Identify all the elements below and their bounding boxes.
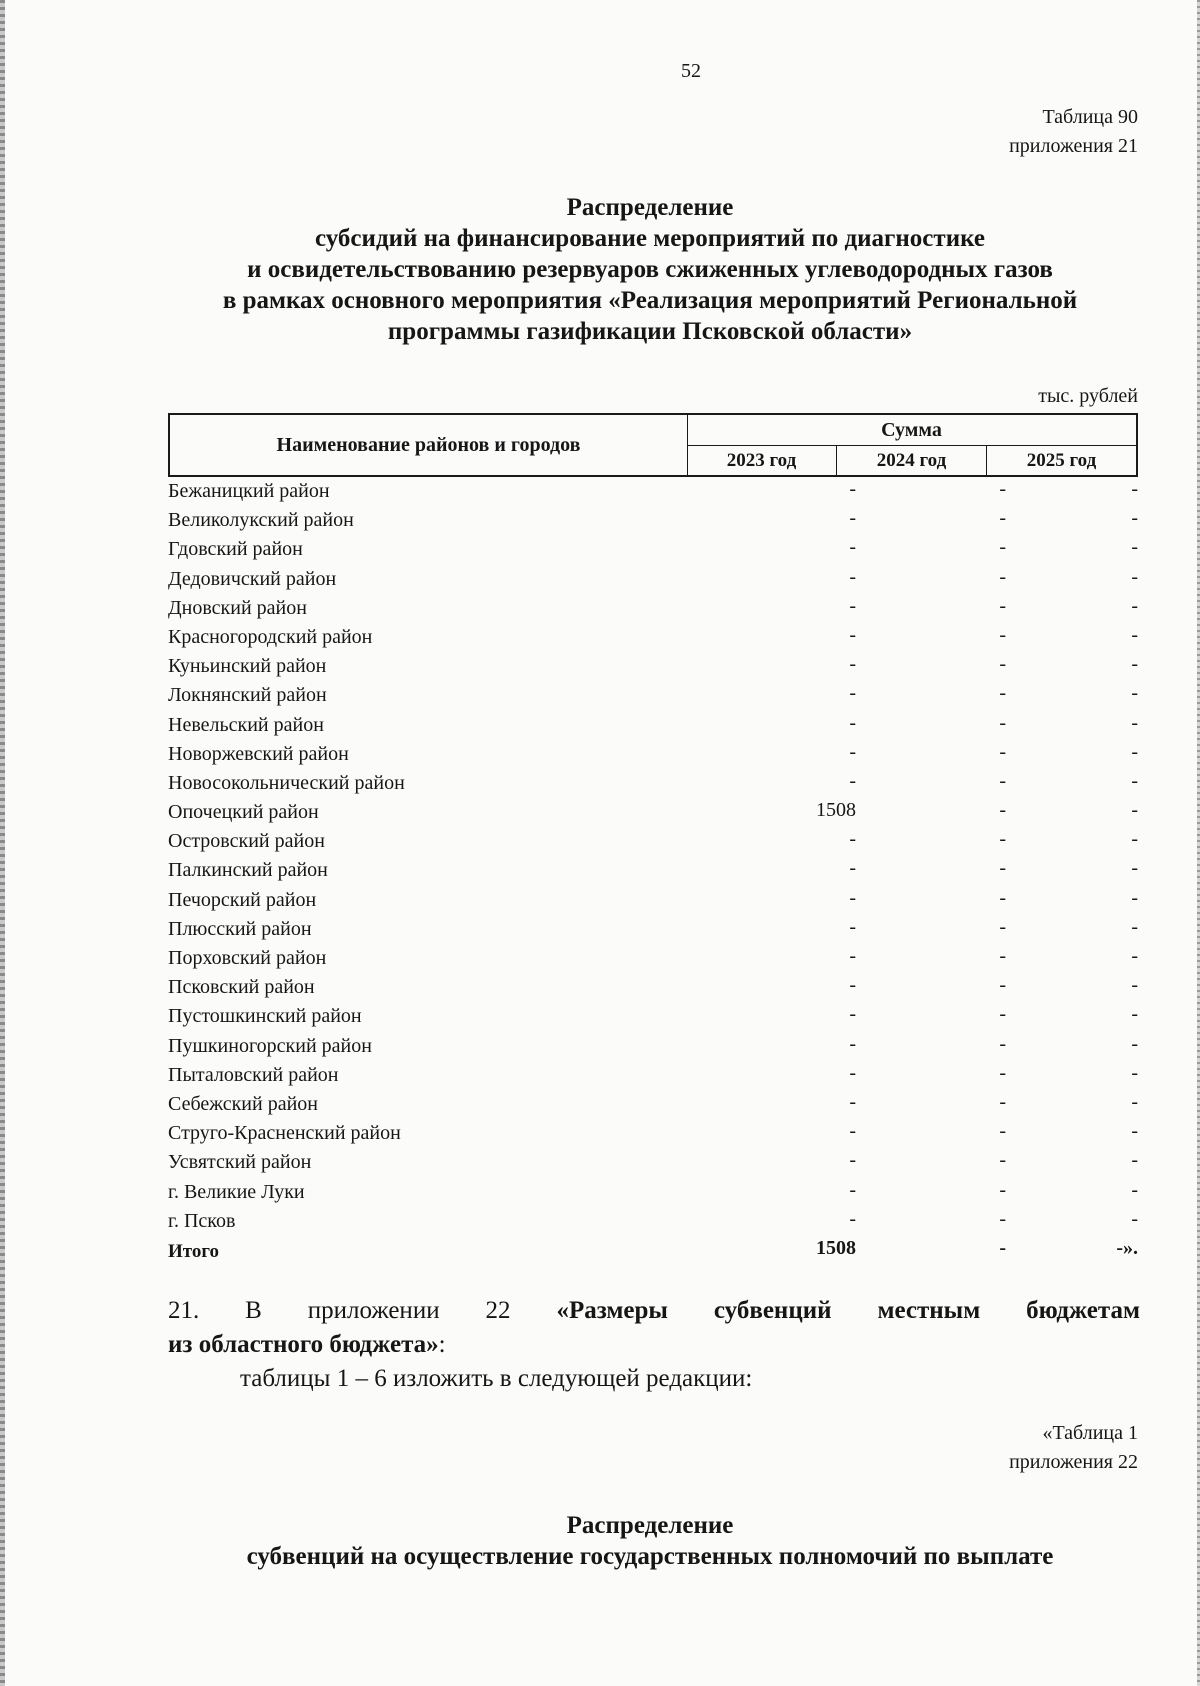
value-2025: - [1131, 623, 1138, 646]
value-2025: - [1131, 1061, 1138, 1084]
total-label: Итого [168, 1240, 220, 1262]
next-title [160, 1510, 1140, 1572]
value-2025: - [1131, 682, 1138, 705]
table-row [168, 566, 1138, 595]
table-total-row [168, 1237, 1138, 1266]
value-2025: - [1131, 565, 1138, 588]
value-2025: - [1131, 1003, 1138, 1026]
title-line: программы газификации Псковской области» [387, 318, 913, 345]
table-row [168, 1120, 1138, 1149]
table-header [168, 413, 1138, 477]
value-2023: - [849, 507, 856, 530]
title-line: Распределение [566, 194, 734, 221]
value-2023: - [849, 682, 856, 705]
paragraph-line3: таблицы 1 – 6 изложить в следующей редакции: [240, 1365, 753, 1392]
value-2023: - [849, 1149, 856, 1172]
district-name: Островский район [168, 830, 325, 853]
district-name: Палкинский район [168, 859, 328, 882]
table-row [168, 478, 1138, 507]
district-name: Себежский район [168, 1092, 318, 1115]
scan-edge-left [0, 0, 5, 1686]
document-title [160, 192, 1140, 347]
table-row [168, 653, 1138, 682]
value-2025: - [1131, 799, 1138, 822]
district-name: Порховский район [168, 947, 327, 969]
district-name: г. Великие Луки [168, 1180, 305, 1203]
table-row [168, 536, 1138, 565]
table-row [168, 741, 1138, 770]
district-name: Псковский район [168, 976, 315, 999]
value-2024: - [999, 682, 1006, 705]
next-title-line: Распределение [566, 1512, 734, 1539]
value-2024: - [999, 711, 1006, 734]
value-2024: - [999, 594, 1006, 617]
value-2024: - [999, 653, 1006, 676]
value-2024: - [999, 799, 1006, 822]
value-2025: - [1131, 974, 1138, 997]
units-label: тыс. рублей [1038, 385, 1138, 407]
table-row [168, 1149, 1138, 1178]
value-2023: - [849, 1120, 856, 1143]
table-row [168, 1003, 1138, 1032]
value-2024: - [999, 565, 1006, 588]
value-2024: - [999, 623, 1006, 646]
next-title-line: субвенций на осуществление государственных полномочий по выплате [246, 1543, 1054, 1570]
table-reference-line2: приложения 21 [1009, 135, 1138, 157]
value-2025: -». [1116, 1236, 1138, 1259]
table-row [168, 712, 1138, 741]
table-row [168, 1208, 1138, 1237]
value-2025: - [1131, 886, 1138, 909]
value-2023: 1508 [816, 799, 856, 822]
value-2025: - [1131, 594, 1138, 617]
value-2024: - [999, 886, 1006, 909]
value-2023: - [849, 886, 856, 909]
district-name: Дновский район [168, 596, 307, 619]
district-name: Плюсский район [168, 917, 312, 940]
paragraph-colon: : [438, 1331, 446, 1358]
table-body [168, 478, 1138, 1266]
value-2025: - [1131, 828, 1138, 851]
value-2024: - [999, 1061, 1006, 1084]
district-name: Усвятский район [168, 1151, 312, 1174]
value-2024: - [999, 828, 1006, 851]
district-name: Струго-Красненский район [168, 1122, 401, 1145]
table-row [168, 770, 1138, 799]
value-2023: - [849, 1032, 856, 1055]
value-2025: - [1131, 711, 1138, 734]
table-row [168, 945, 1138, 974]
value-2024: - [999, 1236, 1006, 1259]
page-number: 52 [681, 60, 701, 82]
district-name: Невельский район [168, 713, 324, 736]
table-row [168, 507, 1138, 536]
value-2023: - [849, 769, 856, 792]
next-table-reference-line1: «Таблица 1 [1042, 1422, 1138, 1444]
value-2023: - [849, 594, 856, 617]
table-row [168, 916, 1138, 945]
header-year-2025: 2025 год [1026, 449, 1097, 471]
value-2025: - [1131, 769, 1138, 792]
value-2023: - [849, 1178, 856, 1201]
value-2025: - [1131, 1149, 1138, 1172]
title-line: и освидетельствованию резервуаров сжиженных углеводородных газов [247, 256, 1053, 283]
value-2025: - [1131, 1207, 1138, 1230]
value-2024: - [999, 1178, 1006, 1201]
value-2023: - [849, 1003, 856, 1026]
district-name: Пушкиногорский район [168, 1034, 372, 1057]
value-2025: - [1131, 478, 1138, 500]
value-2024: - [999, 1207, 1006, 1230]
value-2024: - [999, 740, 1006, 763]
paragraph-line2 [168, 1328, 1140, 1362]
value-2025: - [1131, 1032, 1138, 1055]
value-2024: - [999, 945, 1006, 967]
table-row [168, 974, 1138, 1003]
title-line: в рамках основного мероприятия «Реализация мероприятий Региональной [222, 287, 1078, 314]
paragraph-bold-1: «Размеры субвенций местным бюджетам [556, 1297, 1140, 1324]
title-line: субсидий на финансирование мероприятий по диагностике [315, 225, 985, 252]
value-2023: - [849, 1090, 856, 1113]
value-2023: - [849, 1061, 856, 1084]
next-table-reference [1009, 1419, 1138, 1477]
district-name: Печорский район [168, 888, 317, 911]
value-2025: - [1131, 740, 1138, 763]
value-2023: - [849, 1207, 856, 1230]
value-2024: - [999, 769, 1006, 792]
value-2025: - [1131, 945, 1138, 967]
district-name: Великолукский район [168, 509, 354, 532]
value-2024: - [999, 1149, 1006, 1172]
value-2023: - [849, 623, 856, 646]
value-2025: - [1131, 915, 1138, 938]
paragraph-bold-2: из областного бюджета» [168, 1331, 439, 1358]
value-2025: - [1131, 1090, 1138, 1113]
value-2023: - [849, 478, 856, 500]
table-row [168, 887, 1138, 916]
header-name-column: Наименование районов и городов [170, 415, 688, 475]
district-name: Дедовичский район [168, 567, 337, 590]
value-2025: - [1131, 653, 1138, 676]
header-year-2023: 2023 год [687, 446, 837, 475]
table-row [168, 799, 1138, 828]
value-2023: 1508 [816, 1236, 856, 1259]
value-2024: - [999, 974, 1006, 997]
table-row [168, 1062, 1138, 1091]
table-row [168, 857, 1138, 886]
value-2023: - [849, 945, 856, 967]
value-2024: - [999, 857, 1006, 880]
district-name: г. Псков [168, 1209, 236, 1232]
district-name: Опочецкий район [168, 801, 319, 824]
table-row [168, 595, 1138, 624]
table-row [168, 624, 1138, 653]
value-2025: - [1131, 507, 1138, 530]
header-sum: Сумма [687, 415, 1136, 446]
table-row [168, 1033, 1138, 1062]
value-2025: - [1131, 1120, 1138, 1143]
value-2023: - [849, 711, 856, 734]
header-year-2024: 2024 год [837, 446, 987, 475]
table-row [168, 682, 1138, 711]
value-2024: - [999, 1120, 1006, 1143]
district-name: Красногородский район [168, 625, 373, 648]
value-2023: - [849, 565, 856, 588]
value-2023: - [849, 536, 856, 559]
value-2023: - [849, 857, 856, 880]
district-name: Локнянский район [168, 684, 327, 707]
next-table-reference-line2: приложения 22 [1009, 1451, 1138, 1473]
value-2024: - [999, 1090, 1006, 1113]
district-name: Пыталовский район [168, 1063, 339, 1086]
value-2024: - [999, 1003, 1006, 1026]
table-row [168, 1091, 1138, 1120]
table-reference-line1: Таблица 90 [1042, 106, 1138, 128]
value-2024: - [999, 915, 1006, 938]
value-2023: - [849, 915, 856, 938]
district-name: Куньинский район [168, 655, 327, 678]
paragraph-prefix: 21. В приложении 22 [168, 1297, 557, 1324]
value-2025: - [1131, 857, 1138, 880]
value-2024: - [999, 1032, 1006, 1055]
value-2024: - [999, 478, 1006, 500]
district-name: Гдовский район [168, 538, 303, 561]
value-2023: - [849, 653, 856, 676]
paragraph-line1 [168, 1294, 1140, 1328]
table-row [168, 1179, 1138, 1208]
value-2024: - [999, 536, 1006, 559]
value-2024: - [999, 507, 1006, 530]
district-name: Пустошкинский район [168, 1005, 362, 1028]
district-name: Новосокольнический район [168, 771, 405, 794]
value-2025: - [1131, 536, 1138, 559]
value-2023: - [849, 740, 856, 763]
value-2025: - [1131, 1178, 1138, 1201]
table-row [168, 828, 1138, 857]
value-2023: - [849, 828, 856, 851]
value-2023: - [849, 974, 856, 997]
district-name: Бежаницкий район [168, 480, 330, 502]
table-reference [1009, 103, 1138, 161]
district-name: Новоржевский район [168, 742, 349, 765]
